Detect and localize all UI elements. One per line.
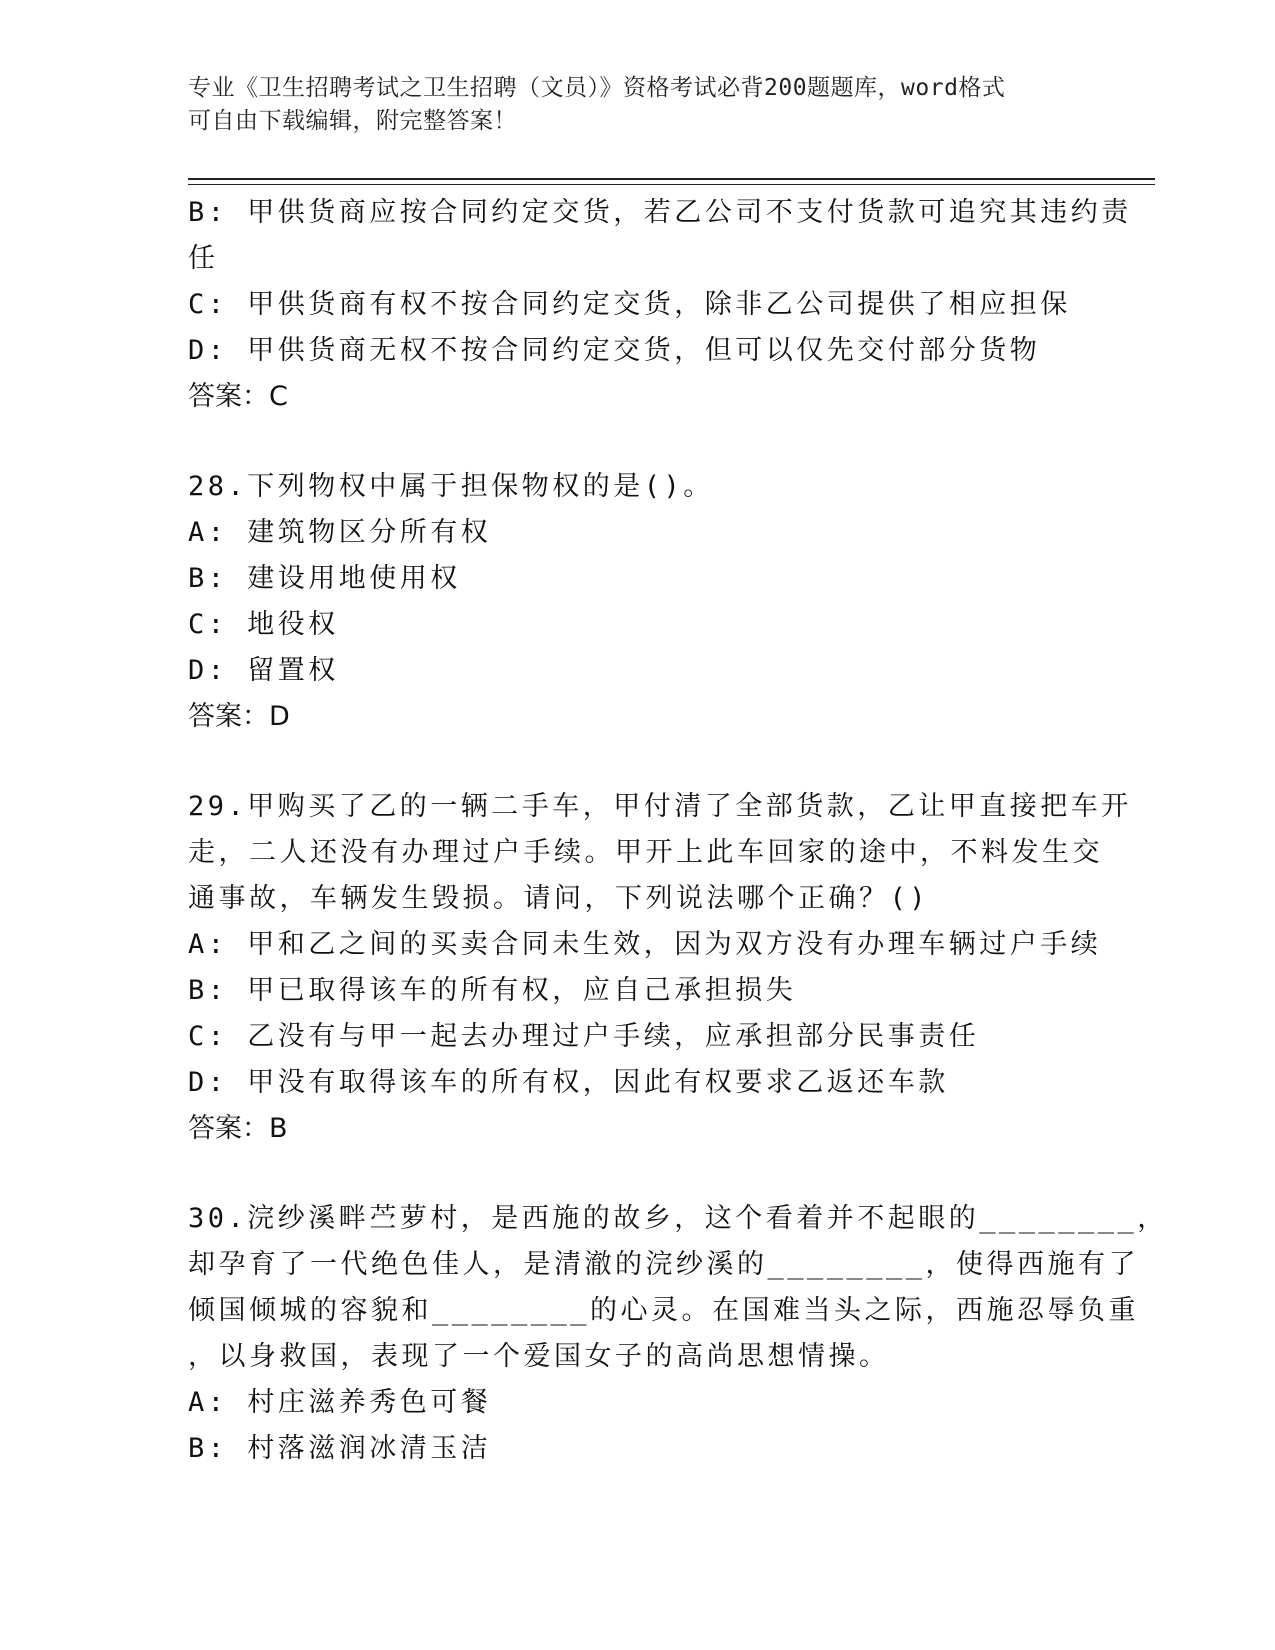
q27-answer: 答案：C: [188, 381, 288, 412]
document-header: [188, 72, 1088, 138]
header-line-1: 专业《卫生招聘考试之卫生招聘（文员）》资格考试必背200题题库，word格式: [188, 75, 1006, 101]
q30-stem-line1: 30.浣纱溪畔苎萝村，是西施的故乡，这个看着并不起眼的________，: [188, 1203, 1168, 1234]
q28-option-b: B: 建设用地使用权: [188, 563, 461, 594]
spacer: [188, 1152, 1088, 1196]
q28-option-d: D: 留置权: [188, 655, 339, 686]
q27-option-b-line1: B: 甲供货商应按合同约定交货，若乙公司不支付货款可追究其违约责: [188, 197, 1132, 228]
q28-option-a: A: 建筑物区分所有权: [188, 517, 492, 548]
q29-option-d: D: 甲没有取得该车的所有权，因此有权要求乙返还车款: [188, 1067, 949, 1098]
q28-stem: 28.下列物权中属于担保物权的是()。: [188, 471, 714, 502]
q30-stem-line2: 却孕育了一代绝色佳人，是清澈的浣纱溪的________，使得西施有了: [188, 1249, 1140, 1280]
q30-stem-line4: ，以身救国，表现了一个爱国女子的高尚思想情操。: [188, 1341, 890, 1372]
spacer: [188, 420, 1088, 464]
question-list: [188, 190, 1168, 1472]
q28-answer: 答案：D: [188, 701, 290, 732]
q29-stem-line1: 29.甲购买了乙的一辆二手车，甲付清了全部货款，乙让甲直接把车开: [188, 791, 1132, 822]
q29-stem-line2: 走，二人还没有办理过户手续。甲开上此车回家的途中，不料发生交: [188, 837, 1103, 868]
header-rule-thin: [188, 184, 1155, 185]
spacer: [188, 740, 1088, 784]
q27-option-d: D: 甲供货商无权不按合同约定交货，但可以仅先交付部分货物: [188, 335, 1041, 366]
header-rule-thick: [188, 178, 1155, 180]
q30-option-b: B: 村落滋润冰清玉洁: [188, 1433, 492, 1464]
q29-answer: 答案：B: [188, 1113, 288, 1144]
q29-option-b: B: 甲已取得该车的所有权，应自己承担损失: [188, 975, 797, 1006]
question-29: [188, 784, 1132, 1152]
q29-stem-line3: 通事故，车辆发生毁损。请问，下列说法哪个正确？(): [188, 883, 930, 914]
q30-stem-line3: 倾国倾城的容貌和________的心灵。在国难当头之际，西施忍辱负重: [188, 1295, 1140, 1326]
q30-option-a: A: 村庄滋养秀色可餐: [188, 1387, 492, 1418]
q27-option-c: C: 甲供货商有权不按合同约定交货，除非乙公司提供了相应担保: [188, 289, 1071, 320]
q28-option-c: C: 地役权: [188, 609, 339, 640]
q29-option-a: A: 甲和乙之间的买卖合同未生效，因为双方没有办理车辆过户手续: [188, 929, 1102, 960]
question-27-tail: [188, 190, 1132, 420]
q27-option-b-line2: 任: [188, 243, 219, 274]
header-line-2: 可自由下载编辑，附完整答案！: [188, 108, 517, 134]
question-30: [188, 1196, 1168, 1472]
q29-option-c: C: 乙没有与甲一起去办理过户手续，应承担部分民事责任: [188, 1021, 980, 1052]
question-28: [188, 464, 1088, 740]
